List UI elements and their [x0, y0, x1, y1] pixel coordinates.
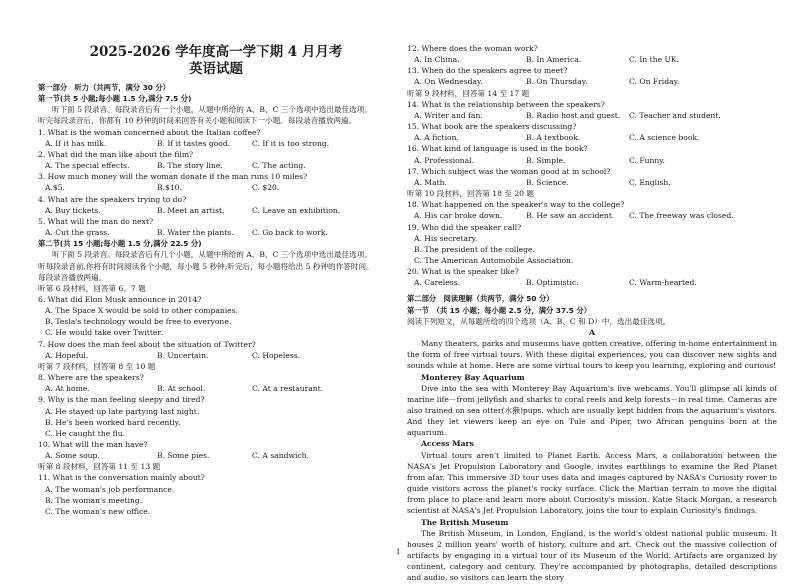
option-b: B. He's been worked hard recently.	[45, 417, 181, 427]
option-b: B. He saw an accident.	[526, 211, 615, 221]
option-c: C. Hopeless.	[252, 350, 301, 360]
option-b: B. At school.	[157, 384, 206, 394]
question-13: 13. When do the speakers agree to meet?	[407, 66, 568, 76]
question-6: 6. What did Elon Musk announce in 2014?	[38, 294, 202, 304]
option-b: B. Science.	[526, 177, 569, 187]
material-note: 听第 10 段材料，回答第 18 至 20 题	[407, 189, 535, 199]
question-11: 11. What is the conversation mainly about?	[38, 473, 205, 483]
option-a: A. The woman's job performance.	[45, 484, 175, 494]
options-7	[38, 350, 394, 361]
section-text-museum: The British Museum, in London, England, is the world's oldest national public museum. It houses 2 million years' worth of history, culture and art. Check out the massive collection of artifacts by engaging in a virtual tour of its Museum of the World. Artifacts are organized by continent, category and century. They're accompanied by photographs, detailed descriptions and audio, so visitors can learn the story	[407, 528, 777, 583]
option-a: A. At home.	[45, 384, 90, 394]
option-a: A.$5.	[45, 183, 65, 193]
question-20: 20. What is the speaker like?	[407, 267, 519, 277]
option-a: A. On Wednesday.	[414, 77, 483, 87]
option-c: C. A science book.	[629, 133, 700, 143]
question-18: 18. What happened on the speaker's way to the college?	[407, 200, 625, 210]
section-title-mars: Access Mars	[421, 439, 474, 449]
question-7: 7. How does the man feel about the situation of Twitter?	[38, 339, 256, 349]
option-c: C. A sandwich.	[252, 451, 309, 461]
option-a: A. He stayed up late partying last night.	[45, 406, 200, 416]
option-b: B. Simple.	[526, 155, 566, 165]
options-8	[38, 383, 394, 394]
option-b: B. Radio host and guest.	[526, 110, 621, 120]
part1-heading: 第一部分 听力（共两节，满分 30 分）	[38, 83, 170, 92]
option-b: B. If it tastes good.	[157, 138, 231, 148]
option-a: A. His secretary.	[414, 233, 478, 243]
question-1: 1. What is the woman concerned about the Italian coffee?	[38, 127, 261, 137]
option-b: B. Optimistic.	[526, 278, 579, 288]
option-c: C. At a restaurant.	[252, 384, 324, 394]
options-3	[38, 182, 394, 193]
option-a: A. Math.	[414, 177, 447, 187]
options-5	[38, 227, 394, 238]
options-16	[407, 155, 777, 166]
page-number: 1	[396, 548, 401, 556]
option-c: C. English.	[629, 177, 671, 187]
question-14: 14. What is the relationship between the speakers?	[407, 99, 605, 109]
options-17	[407, 177, 777, 188]
option-a: A. Professional.	[414, 155, 474, 165]
option-b: B. In America.	[526, 55, 582, 65]
sec1-instruction: 听下面 5 段录音。每段录音后有一个小题，从题中所给的 A、B、C 三个选项中选出最佳选项。	[52, 105, 372, 115]
option-a: A. His car broke down.	[414, 211, 503, 221]
option-c: C. Go back to work.	[252, 228, 328, 238]
option-c: C. If it is too strong.	[252, 138, 330, 148]
option-a: A. Some soup.	[45, 451, 100, 461]
question-19: 19. Who did the speaker call?	[407, 222, 522, 232]
option-b: B. The story line.	[157, 161, 223, 171]
question-3: 3. How much money will the woman donate if the man runs 10 miles?	[38, 172, 308, 182]
option-a: A. Writer and fan.	[414, 110, 483, 120]
question-4: 4. What are the speakers trying to do?	[38, 194, 187, 204]
option-b: B. Tesla's technology would be free to everyone.	[45, 317, 232, 327]
options-14	[407, 110, 777, 121]
options-15	[407, 132, 777, 143]
section-text-mars: Virtual tours aren't limited to Planet Earth. Access Mars, a collaboration between the NASA's Jet Propulsion Laboratory and Google, invites earthlings to examine the Red Planet from afar. This immersive 3D tour uses data and images captured by NASA's Curiosity rover to guide visitors across the planet's rocky surface. Click the Martian terrain to move the digital from place to place and learn more about Curiosity's mission. Katie Stack Morgan, a research scientist at NASA's Jet Propulsion Laboratory, joins the tour to explain Curiosity's findings.	[407, 450, 777, 516]
option-b: B. A textbook.	[526, 133, 581, 143]
option-a: A. The special effects.	[45, 161, 130, 171]
option-a: A. Hopeful.	[45, 350, 89, 360]
reading-instruction: 阅读下列短文，从每题所给的四个选项（A、B、C 和 D）中，选出最佳选项。	[407, 316, 671, 326]
options-1	[38, 138, 394, 149]
options-10	[38, 450, 394, 461]
title-block	[38, 44, 394, 78]
part1-sec1-heading: 第一节(共 5 小题;每小题 1.5 分,满分 7.5 分)	[38, 94, 192, 104]
question-2: 2. What did the man like about the film?	[38, 149, 194, 159]
option-a: A. Cut the grass.	[45, 228, 110, 238]
option-b: B. Meet an artist.	[157, 205, 225, 215]
option-b: B. The president of the college.	[414, 244, 535, 254]
option-b: B. The woman's meeting.	[45, 495, 143, 505]
section-title-aquarium: Monterey Bay Aquarium	[421, 372, 525, 382]
listening-section	[38, 82, 394, 517]
question-8: 8. Where are the speakers?	[38, 373, 144, 383]
part2-sec1-heading: 第一节 （共 15 小题；每小题 2.5 分，满分 37.5 分）	[407, 305, 592, 315]
sec2-instruction: 听下面 5 段录音。每段录音后有几个小题，从题中所给的 A、B、C 三个选项中选出最佳选项。	[52, 250, 372, 260]
passage-label: A	[588, 327, 596, 337]
option-b: B.$10.	[157, 183, 182, 193]
option-a: A. Buy tickets.	[45, 205, 101, 215]
option-a: A. A fiction.	[414, 133, 459, 143]
material-note: 听第 8 段材料，回答第 11 至 13 题	[38, 462, 161, 472]
part1-sec2-heading: 第二节(共 15 小题;每小题 1.5 分,满分 22.5 分)	[38, 239, 202, 249]
sec1-instruction: 听完每段录音后，你都有 10 秒钟的时间来回答有关小题和阅读下一小题。每段录音播放两遍。	[38, 116, 357, 126]
option-a: A. The Space X would be sold to other companies.	[45, 306, 238, 316]
sec2-instruction: 听每段录音前,你将有时间阅读各个小题，每小题 5 秒钟;听完后，每小题将给出 5 秒钟的作答时间。	[38, 261, 374, 271]
exam-subtitle: 英语试题	[189, 61, 243, 77]
section-title-museum: The British Museum	[421, 517, 509, 527]
option-c: C. $20.	[252, 183, 280, 193]
question-5: 5. What will the man do next?	[38, 216, 154, 226]
option-a: A. If it has milk.	[45, 138, 107, 148]
option-c: C. Leave an exhibition.	[252, 205, 341, 215]
option-c: C. He would take over Twitter.	[45, 328, 163, 338]
question-10: 10. What will the man have?	[38, 440, 148, 449]
option-c: C. He caught the flu.	[45, 428, 126, 438]
material-note: 听第 7 段材料，回答第 8 至 10 题	[38, 361, 156, 371]
option-c: C. The freeway was closed.	[629, 211, 734, 221]
option-c: C. The woman's new office.	[45, 506, 151, 516]
options-18	[407, 210, 777, 221]
option-c: C. In the UK.	[629, 55, 680, 65]
options-2	[38, 160, 394, 171]
option-c: C. Funny.	[629, 155, 666, 165]
question-12: 12. Where does the woman work?	[407, 44, 538, 53]
part2-heading: 第二部分 阅读理解（共两节，满分 50 分）	[407, 294, 554, 304]
option-b: B. Some pies.	[157, 451, 210, 461]
question-9: 9. Why is the man feeling sleepy and tired?	[38, 395, 205, 405]
option-c: C. Teacher and student.	[629, 110, 721, 120]
question-16: 16. What kind of language is used in the book?	[407, 144, 588, 154]
material-note: 听第 6 段材料，回答第 6、7 题	[38, 283, 146, 293]
option-a: A. In China.	[414, 55, 460, 65]
options-4	[38, 205, 394, 216]
option-c: C. On Friday.	[629, 77, 680, 87]
option-a: A. Careless.	[414, 278, 460, 288]
exam-title: 2025-2026 学年度高一学下期 4 月月考	[89, 44, 343, 60]
sec2-instruction: 每段录音播放两遍。	[38, 272, 107, 282]
option-b: B. Uncertain.	[157, 350, 209, 360]
option-b: B. Water the plants.	[157, 228, 234, 238]
passage-intro: Many theaters, parks and museums have gotten creative, offering in-home entertainment in the form of free virtual tours. With these digital experiences, you can discover new sights and sounds while at home. Here are some virtual tours to keep you learning, exploring and curious!	[407, 339, 777, 371]
option-b: B. On Thursday.	[526, 77, 588, 87]
option-c: C. The acting.	[252, 161, 306, 171]
question-15: 15. What book are the speakers discussing?	[407, 122, 577, 132]
question-17: 17. Which subject was the woman good at in school?	[407, 166, 611, 176]
option-c: C. The American Automobile Association.	[414, 255, 574, 265]
options-13	[407, 76, 777, 87]
option-c: C. Warm-hearted.	[629, 278, 697, 288]
section-text-aquarium: Dive into the sea with Monterey Bay Aquarium's live webcams. You'll glimpse all kinds of marine life－from jellyfish and sharks to coral reefs and kelp forests－in real time. Cameras are also trained on sea otter(水獭)pups, which are usually kept hidden from the aquarium's visitors. And they let viewers keep an eye on Tule and Piper, two African penguins born at the aquarium.	[407, 383, 777, 438]
options-12	[407, 54, 777, 65]
options-20	[407, 277, 777, 288]
right-column-body	[407, 43, 777, 584]
material-note: 听第 9 段材料，回答第 14 至 17 题	[407, 88, 530, 98]
